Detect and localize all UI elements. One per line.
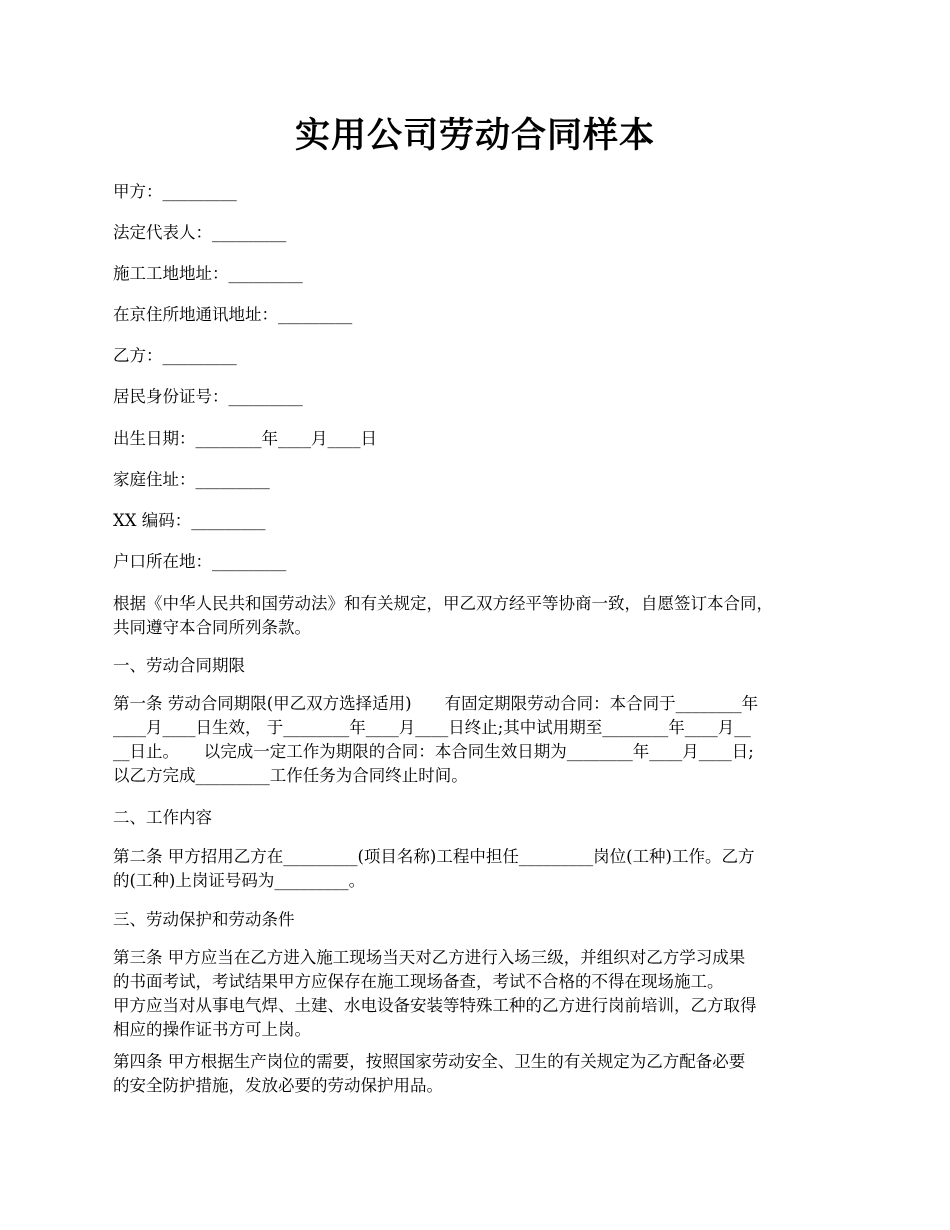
article-3 [113, 946, 853, 1042]
intro-line: 共同遵守本合同所列条款。 [113, 618, 311, 637]
article-4 [113, 1050, 853, 1098]
intro-paragraph [113, 592, 853, 640]
field-legal-representative: 法定代表人：_________ [113, 223, 287, 242]
article-2 [113, 845, 853, 893]
section-heading-term: 一、劳动合同期限 [113, 656, 245, 675]
article-2-line: 的(工种)上岗证号码为_________。 [113, 871, 366, 890]
article-1-line: 第一条 劳动合同期限(甲乙双方选择适用) 有固定期限劳动合同：本合同于________年 [113, 694, 759, 713]
article-3-line: 甲方应当对从事电气焊、土建、水电设备安装等特殊工种的乙方进行岗前培训，乙方取得 [113, 996, 757, 1015]
field-beijing-address: 在京住所地通讯地址：_________ [113, 305, 353, 324]
field-party-b: 乙方：_________ [113, 346, 237, 365]
article-1-line: ____月____日生效， 于________年____月____日终止;其中试用期至________年____月__ [113, 718, 751, 737]
field-birth-date: 出生日期：________年____月____日 [113, 429, 377, 448]
field-party-a: 甲方：_________ [113, 182, 237, 201]
article-3-line: 第三条 甲方应当在乙方进入施工现场当天对乙方进行入场三级，并组织对乙方学习成果 [113, 948, 746, 967]
field-home-address: 家庭住址：_________ [113, 470, 270, 489]
article-1-line: __日止。 以完成一定工作为期限的合同：本合同生效日期为________年____月____日; [113, 742, 754, 761]
field-household-registration: 户口所在地：_________ [113, 552, 287, 571]
article-4-line: 的安全防护措施，发放必要的劳动保护用品。 [113, 1076, 443, 1095]
article-1 [113, 692, 853, 788]
article-4-line: 第四条 甲方根据生产岗位的需要，按照国家劳动安全、卫生的有关规定为乙方配备必要 [113, 1052, 746, 1071]
field-postal-code: XX 编码：_________ [113, 511, 266, 530]
intro-line: 根据《中华人民共和国劳动法》和有关规定，甲乙双方经平等协商一致，自愿签订本合同， [113, 594, 773, 613]
field-site-address: 施工工地地址：_________ [113, 264, 303, 283]
article-3-line: 相应的操作证书方可上岗。 [113, 1020, 311, 1039]
document-title: 实用公司劳动合同样本 [294, 115, 655, 156]
article-1-line: 以乙方完成_________工作任务为合同终止时间。 [113, 766, 468, 785]
article-2-line: 第二条 甲方招用乙方在_________(项目名称)工程中担任_________岗位(工种)工作。乙方 [113, 847, 755, 866]
field-id-number: 居民身份证号：_________ [113, 387, 303, 406]
article-3-line: 的书面考试，考试结果甲方应保存在施工现场备查，考试不合格的不得在现场施工。 [113, 972, 724, 991]
section-heading-labor-protection: 三、劳动保护和劳动条件 [113, 910, 295, 929]
section-heading-work-content: 二、工作内容 [113, 808, 212, 827]
